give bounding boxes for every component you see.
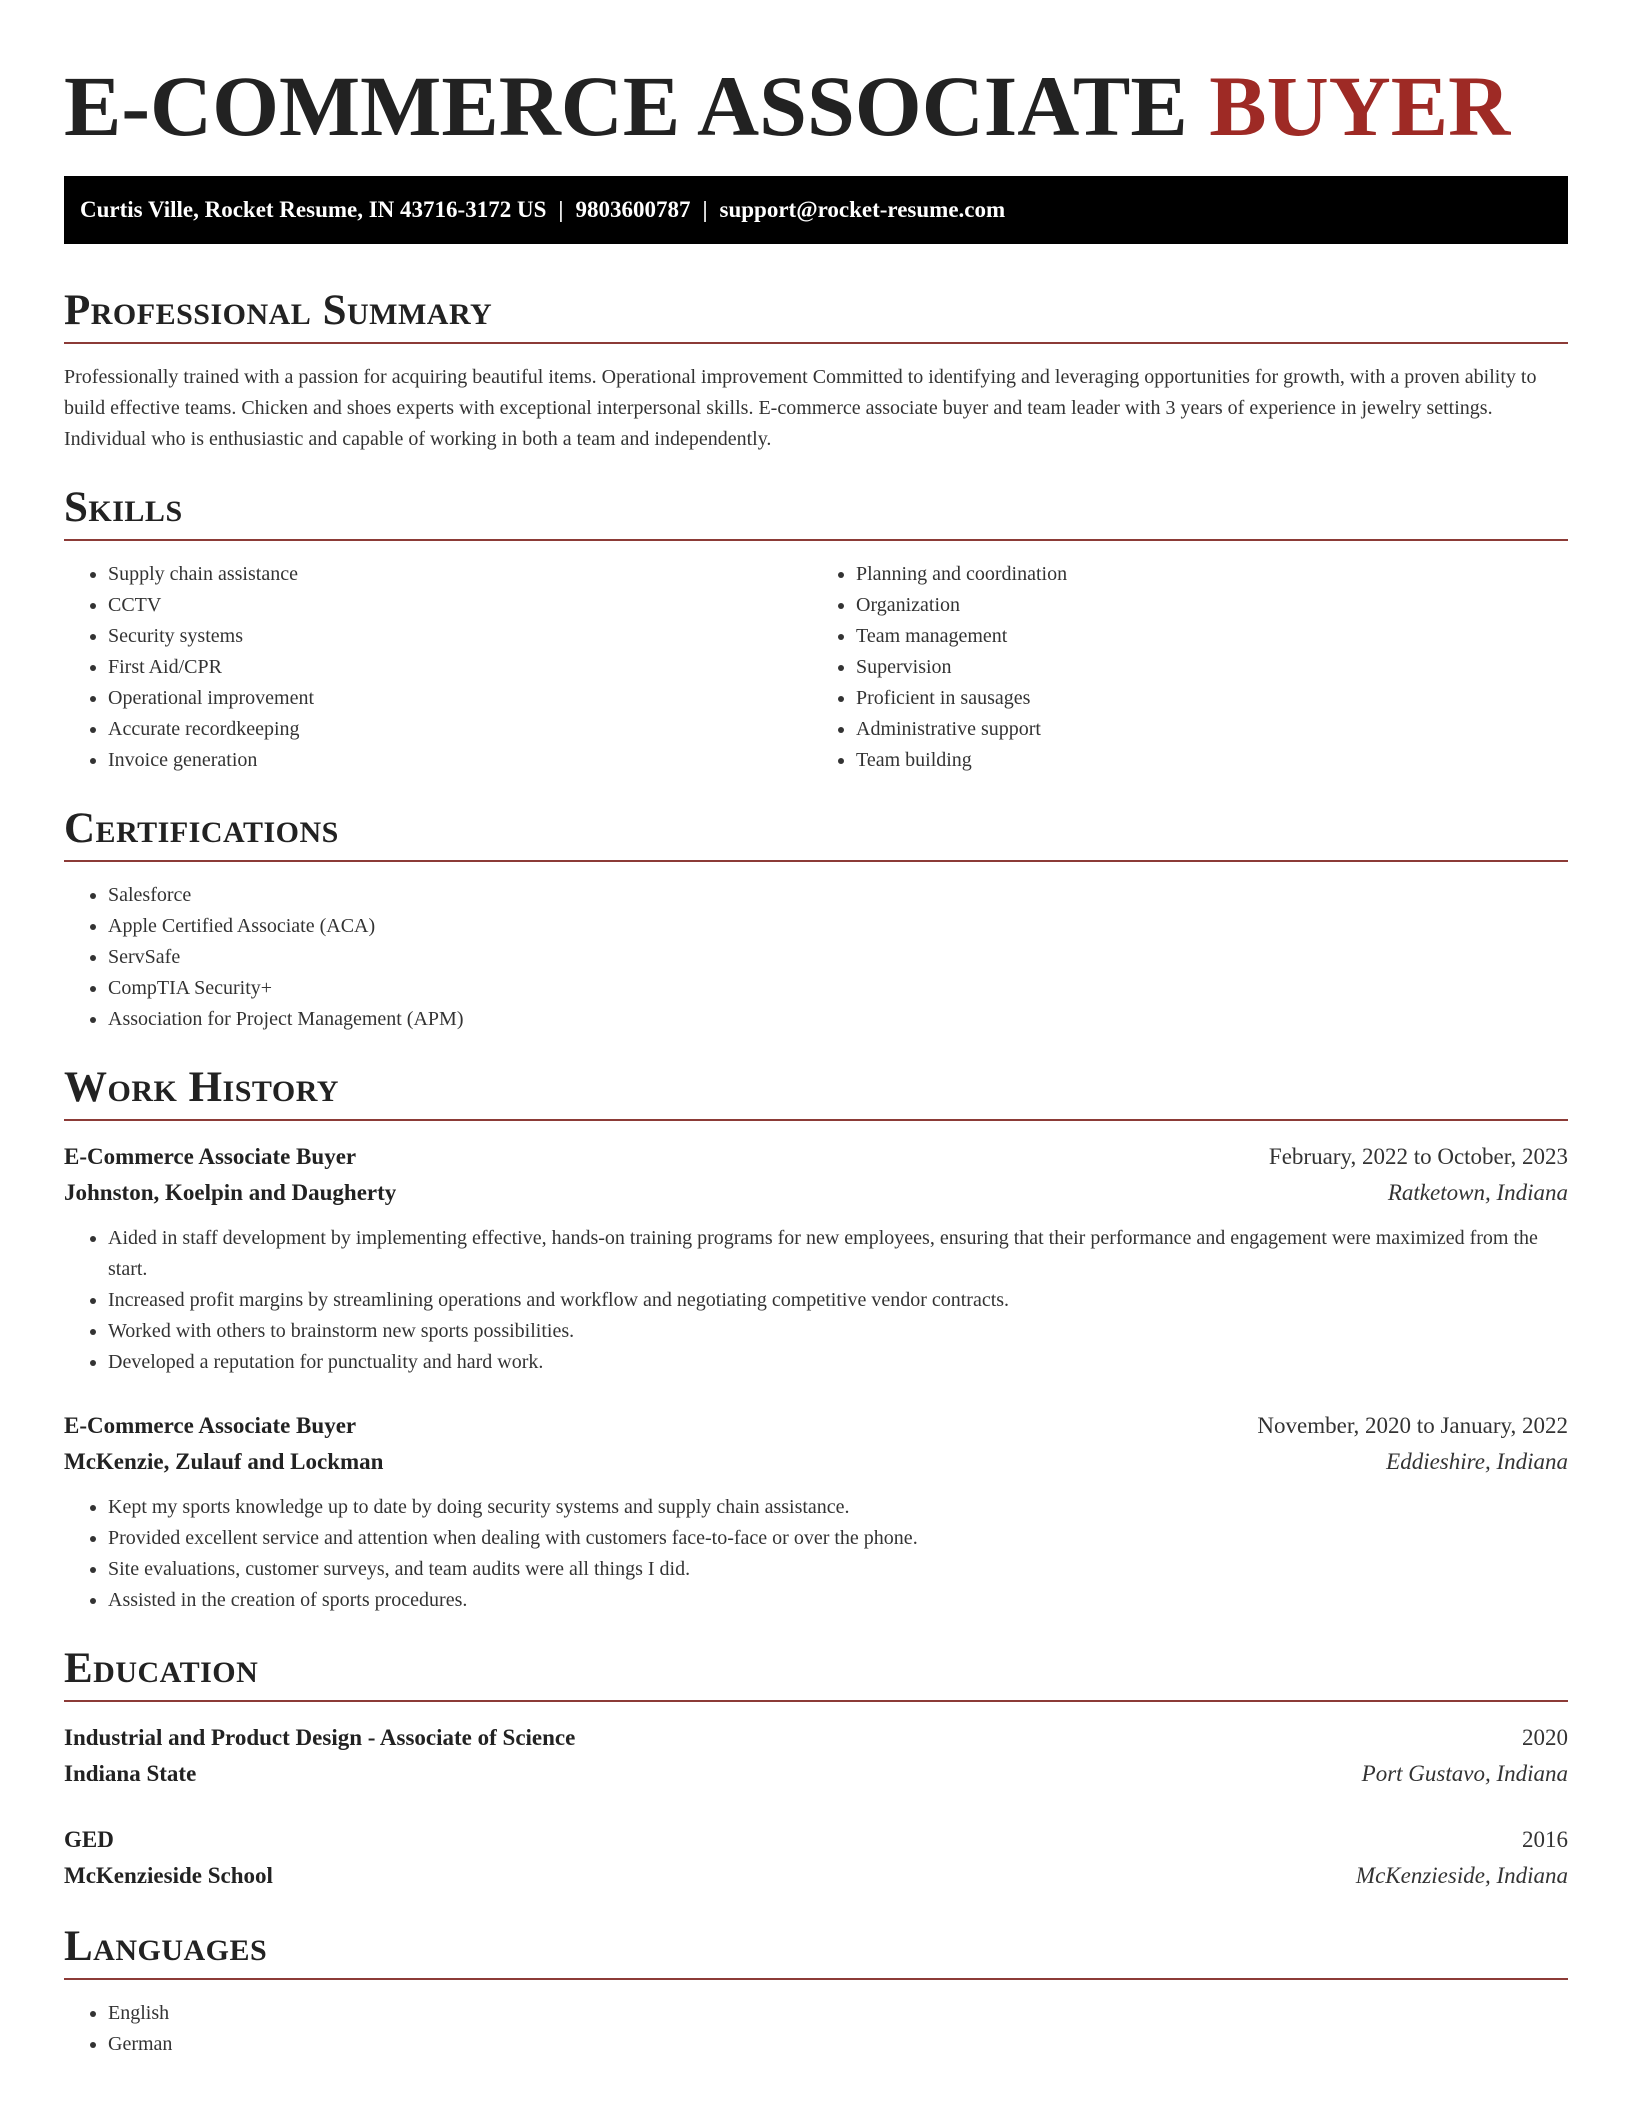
- job-dates: February, 2022 to October, 2023: [1268, 1144, 1568, 1169]
- job-company-row: [64, 1175, 1568, 1211]
- certifications-heading: Certifications: [64, 805, 339, 852]
- title-main: E-COMMERCE ASSOCIATE: [64, 58, 1188, 154]
- skill-item: • Organization: [856, 590, 1568, 621]
- work-history-heading: Work History: [64, 1064, 339, 1111]
- education-school-row: [64, 1858, 1568, 1894]
- skill-item: • Team building: [856, 745, 1568, 776]
- skill-item: • First Aid/CPR: [108, 652, 816, 683]
- job-company: McKenzie, Zulauf and Lockman: [64, 1449, 384, 1474]
- title-accent: BUYER: [1209, 58, 1511, 154]
- education-entry: [64, 1822, 1568, 1894]
- summary-heading: Professional Summary: [64, 287, 493, 334]
- education-year: 2020: [1522, 1725, 1568, 1750]
- skills-list-right: [816, 559, 1568, 776]
- education-year: 2016: [1522, 1827, 1568, 1852]
- education-school: Indiana State: [64, 1761, 197, 1786]
- summary-section: [64, 288, 1568, 455]
- education-heading: Education: [64, 1645, 259, 1692]
- section-divider: [64, 1700, 1568, 1702]
- certification-item: • Association for Project Management (APM): [108, 1004, 1568, 1035]
- certification-item: • CompTIA Security+: [108, 973, 1568, 1004]
- job-header-row: [64, 1408, 1568, 1444]
- job-title: E-Commerce Associate Buyer: [64, 1144, 357, 1169]
- summary-text: Professionally trained with a passion for acquiring beautiful items. Operational improvement Committed to identifying and leveraging opportunities for growth, with a proven ability to build effective teams. Chicken and shoes experts with exceptional interpersonal skills. E-commerce associate buyer and team leader with 3 years of experience in jewelry settings. Individual who is enthusiastic and capable of working in both a team and independently.: [64, 366, 1537, 450]
- skills-list-left: [64, 559, 816, 776]
- education-location: McKenzieside, Indiana: [1355, 1863, 1568, 1888]
- job-location: Ratketown, Indiana: [1387, 1180, 1568, 1205]
- job-duty: • Site evaluations, customer surveys, and team audits were all things I did.: [108, 1554, 1568, 1585]
- languages-section: [64, 1924, 1568, 2060]
- job-dates: November, 2020 to January, 2022: [1257, 1413, 1568, 1438]
- languages-heading: Languages: [64, 1923, 268, 1970]
- contact-email: support@rocket-resume.com: [719, 197, 1006, 222]
- skill-item: • Accurate recordkeeping: [108, 714, 816, 745]
- contact-separator: |: [558, 197, 564, 222]
- job-company: Johnston, Koelpin and Daugherty: [64, 1180, 397, 1205]
- job-duty: • Developed a reputation for punctuality and hard work.: [108, 1347, 1568, 1378]
- contact-phone: 9803600787: [575, 197, 691, 222]
- resume-title: [64, 56, 1568, 156]
- education-degree: Industrial and Product Design - Associate of Science: [64, 1725, 576, 1750]
- certifications-list: [64, 880, 1568, 1035]
- education-school-row: [64, 1756, 1568, 1792]
- section-divider: [64, 1978, 1568, 1980]
- skills-grid: [64, 559, 1568, 776]
- skill-item: • Operational improvement: [108, 683, 816, 714]
- job-header-row: [64, 1139, 1568, 1175]
- education-degree: GED: [64, 1827, 114, 1852]
- contact-separator: |: [702, 197, 708, 222]
- contact-bar: [64, 176, 1568, 244]
- skill-item: • Planning and coordination: [856, 559, 1568, 590]
- job-duty: • Provided excellent service and attention when dealing with customers face-to-face or over the phone.: [108, 1523, 1568, 1554]
- contact-address: Curtis Ville, Rocket Resume, IN 43716-3172 US: [80, 197, 547, 222]
- language-item: • German: [108, 2029, 1568, 2060]
- languages-list: [64, 1998, 1568, 2060]
- skill-item: • CCTV: [108, 590, 816, 621]
- section-divider: [64, 539, 1568, 541]
- skill-item: • Supervision: [856, 652, 1568, 683]
- job-duty: • Assisted in the creation of sports procedures.: [108, 1585, 1568, 1616]
- skill-item: • Team management: [856, 621, 1568, 652]
- job-company-row: [64, 1444, 1568, 1480]
- job-location: Eddieshire, Indiana: [1386, 1449, 1568, 1474]
- job-duty: • Increased profit margins by streamlining operations and workflow and negotiating competitive vendor contracts.: [108, 1285, 1568, 1316]
- skills-heading: Skills: [64, 484, 183, 531]
- certification-item: • ServSafe: [108, 942, 1568, 973]
- job-duties-list: [64, 1223, 1568, 1378]
- certification-item: • Apple Certified Associate (ACA): [108, 911, 1568, 942]
- job-duty: • Worked with others to brainstorm new sports possibilities.: [108, 1316, 1568, 1347]
- education-degree-row: [64, 1822, 1568, 1858]
- skill-item: • Security systems: [108, 621, 816, 652]
- work-history-section: [64, 1065, 1568, 1616]
- skill-item: • Supply chain assistance: [108, 559, 816, 590]
- job-duty: • Aided in staff development by implementing effective, hands-on training programs for new employees, ensuring that their performance and engagement were maximized from the start.: [108, 1223, 1568, 1285]
- education-section: [64, 1646, 1568, 1894]
- education-entry: [64, 1720, 1568, 1792]
- job-title: E-Commerce Associate Buyer: [64, 1413, 357, 1438]
- certifications-section: [64, 806, 1568, 1035]
- skills-section: [64, 485, 1568, 776]
- language-item: • English: [108, 1998, 1568, 2029]
- job-duty: • Kept my sports knowledge up to date by doing security systems and supply chain assistance.: [108, 1492, 1568, 1523]
- skill-item: • Invoice generation: [108, 745, 816, 776]
- skill-item: • Administrative support: [856, 714, 1568, 745]
- skill-item: • Proficient in sausages: [856, 683, 1568, 714]
- section-divider: [64, 860, 1568, 862]
- education-location: Port Gustavo, Indiana: [1361, 1761, 1568, 1786]
- job-entry: [64, 1139, 1568, 1378]
- education-degree-row: [64, 1720, 1568, 1756]
- section-divider: [64, 1119, 1568, 1121]
- section-divider: [64, 342, 1568, 344]
- job-entry: [64, 1408, 1568, 1616]
- certification-item: • Salesforce: [108, 880, 1568, 911]
- education-school: McKenzieside School: [64, 1863, 273, 1888]
- job-duties-list: [64, 1492, 1568, 1616]
